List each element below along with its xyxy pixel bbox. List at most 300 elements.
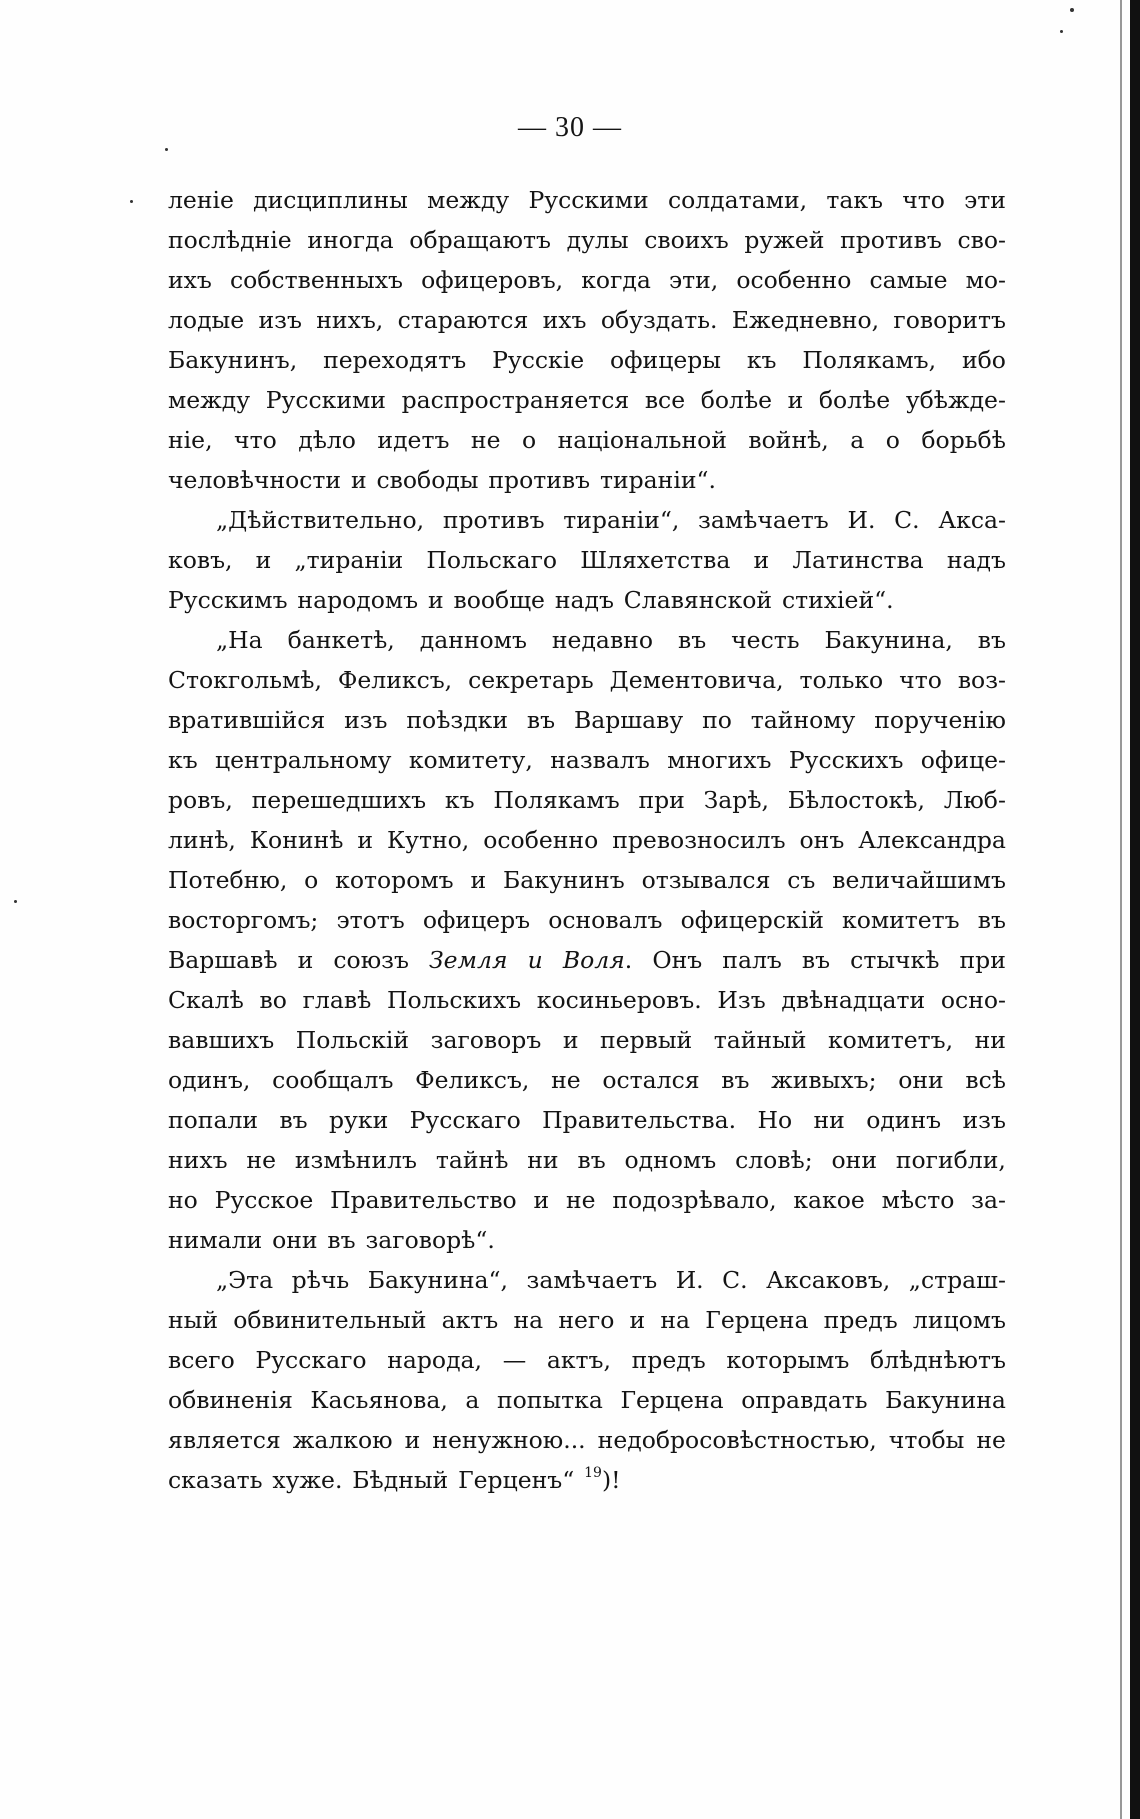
word: Русскіе: [492, 346, 585, 374]
word: И.: [675, 1266, 704, 1294]
word: офицеровъ,: [421, 266, 564, 294]
word: Русскихъ: [788, 746, 904, 774]
word: руки: [329, 1106, 389, 1134]
text-line: [168, 660, 1006, 700]
word: косиньеровъ.: [536, 986, 702, 1014]
text-line: [168, 1100, 1006, 1140]
word: ружей: [744, 226, 825, 254]
word: офицеръ: [422, 906, 531, 934]
word: изъ: [258, 306, 302, 334]
word: заговорѣ“.: [365, 1226, 495, 1254]
word: комитетъ: [842, 906, 960, 934]
word: онъ: [799, 826, 845, 854]
word: которымъ: [726, 1346, 850, 1374]
word: они: [831, 1146, 877, 1174]
word: Правительства.: [542, 1106, 737, 1134]
word: и: [562, 1026, 579, 1054]
word: народомъ: [297, 586, 419, 614]
word: и: [787, 386, 804, 414]
page-edge-shadow: [1120, 0, 1122, 1819]
text-line: [168, 700, 1006, 740]
word: свободы: [376, 466, 479, 494]
word: лицомъ: [912, 1306, 1006, 1334]
text-line: [168, 540, 1006, 580]
body-text: [168, 180, 1006, 1500]
word: въ: [801, 946, 831, 974]
word: и: [350, 466, 367, 494]
word: между: [427, 186, 510, 214]
word: Люб-: [943, 786, 1006, 814]
text-line: [168, 380, 1006, 420]
word: чтобы: [888, 1426, 965, 1454]
word: Конинѣ: [249, 826, 344, 854]
word: послѣдніе: [168, 226, 292, 254]
word: стараются: [397, 306, 529, 334]
word: Бѣдный: [352, 1466, 449, 1494]
word: не: [246, 1146, 276, 1174]
word: болѣе: [818, 386, 891, 414]
word: Польскихъ: [386, 986, 522, 1014]
word: нимали: [168, 1226, 263, 1254]
text-line: [168, 1060, 1006, 1100]
word: Онъ: [652, 946, 703, 974]
word: офицерскій: [680, 906, 824, 934]
word: Полякамъ,: [802, 346, 937, 374]
word: ный: [168, 1306, 219, 1334]
word: является: [168, 1426, 281, 1454]
word: дисциплины: [253, 186, 408, 214]
word: при: [638, 786, 685, 814]
word: Бѣлостокѣ,: [787, 786, 925, 814]
word: противъ: [840, 226, 942, 254]
word: Шляхетства: [580, 546, 731, 574]
word: Латинства: [792, 546, 924, 574]
word: измѣнилъ: [294, 1146, 417, 1174]
word: Ежедневно,: [731, 306, 880, 334]
word: превозносилъ: [612, 826, 786, 854]
word: предъ: [631, 1346, 706, 1374]
word: нихъ,: [316, 306, 384, 334]
text-line: [168, 780, 1006, 820]
word: И.: [847, 506, 876, 534]
word: перешедшихъ: [251, 786, 427, 814]
word: —: [502, 1346, 527, 1374]
word: и: [357, 826, 374, 854]
word: одномъ: [624, 1146, 717, 1174]
word: него: [558, 1306, 615, 1334]
word: на: [513, 1306, 544, 1334]
word: Феликсъ,: [337, 666, 453, 694]
word: офицеры: [610, 346, 721, 374]
word: войнѣ,: [748, 426, 829, 454]
word: подозрѣвало,: [612, 1186, 777, 1214]
word: Бакунинъ,: [168, 346, 298, 374]
word: мѣсто: [881, 1186, 955, 1214]
word: ни: [527, 1146, 559, 1174]
word: „На: [216, 626, 263, 654]
word: не: [565, 1186, 596, 1214]
word: противъ: [488, 466, 591, 494]
text-line: [168, 900, 1006, 940]
word: основалъ: [548, 906, 663, 934]
text-line: [168, 180, 1006, 220]
word: величайшимъ: [832, 866, 1006, 894]
word: что: [899, 666, 942, 694]
word: погибли,: [895, 1146, 1006, 1174]
text-line: [168, 980, 1006, 1020]
word: воз-: [957, 666, 1006, 694]
word: по: [702, 706, 732, 734]
word: восторгомъ;: [168, 906, 319, 934]
word: за-: [971, 1186, 1006, 1214]
text-line: [168, 300, 1006, 340]
word: самые: [869, 266, 948, 294]
word: своихъ: [644, 226, 729, 254]
word: Герценъ“: [458, 1466, 575, 1494]
word: „тираніи: [294, 546, 404, 574]
word: обвиненія: [168, 1386, 293, 1414]
word: собственныхъ: [229, 266, 403, 294]
word: попали: [168, 1106, 259, 1134]
word: въ: [577, 1146, 606, 1174]
word: одинъ,: [168, 1066, 251, 1094]
word: Русскаго: [255, 1346, 367, 1374]
word: палъ: [722, 946, 782, 974]
word: ровъ,: [168, 786, 233, 814]
word: борьбѣ: [921, 426, 1006, 454]
word: попытка: [496, 1386, 603, 1414]
word: къ: [746, 346, 777, 374]
word: и: [297, 946, 314, 974]
word: и: [404, 1426, 421, 1454]
word: вратившійся: [168, 706, 326, 734]
word: не: [551, 1066, 581, 1094]
word: въ: [977, 626, 1006, 654]
scan-speck: [1070, 8, 1074, 12]
word: въ: [677, 626, 707, 654]
text-line: [168, 1380, 1006, 1420]
word: сво-: [957, 226, 1006, 254]
word: порученію: [874, 706, 1006, 734]
word: надъ: [554, 586, 614, 614]
word: Феликсъ,: [415, 1066, 530, 1094]
word: Правительство: [330, 1186, 517, 1214]
word: данномъ: [419, 626, 527, 654]
word: все: [644, 386, 686, 414]
page-number: — 30 —: [518, 112, 622, 143]
word: Варшаву: [573, 706, 684, 734]
word: тайному: [750, 706, 856, 734]
word: дѣло: [298, 426, 356, 454]
word: отзывался: [641, 866, 771, 894]
word: которомъ: [335, 866, 454, 894]
text-line: [168, 1340, 1006, 1380]
word: ковъ,: [168, 546, 233, 574]
text-line: [168, 740, 1006, 780]
word: въ: [526, 706, 556, 734]
word: актъ: [441, 1306, 499, 1334]
page-edge: [1130, 0, 1140, 1819]
text-line: [168, 220, 1006, 260]
word: вавшихъ: [168, 1026, 275, 1054]
word: сообщалъ: [272, 1066, 394, 1094]
word: секретарь: [468, 666, 594, 694]
word: на: [660, 1306, 691, 1334]
word: а: [465, 1386, 480, 1414]
word: эти,: [668, 266, 719, 294]
word: назвалъ: [550, 746, 650, 774]
word: Герцена: [620, 1386, 724, 1414]
word: Но: [757, 1106, 793, 1134]
word: эти: [964, 186, 1006, 214]
word: Польскаго: [426, 546, 558, 574]
word: тираніи“,: [563, 506, 680, 534]
word: Русскими: [528, 186, 649, 214]
word: они: [898, 1066, 944, 1094]
word: они: [272, 1226, 318, 1254]
word: такъ: [826, 186, 883, 214]
word: въ: [721, 1066, 750, 1094]
word: Земля: [429, 946, 508, 974]
word: идетъ: [377, 426, 450, 454]
word: дулы: [566, 226, 629, 254]
word: словѣ;: [735, 1146, 813, 1174]
word: не: [470, 426, 501, 454]
word: Русскаго: [409, 1106, 521, 1134]
word: банкетѣ,: [287, 626, 395, 654]
word: Русскимъ: [168, 586, 288, 614]
word: недавно: [551, 626, 653, 654]
word: всѣ: [965, 1066, 1006, 1094]
word: сказать: [168, 1466, 263, 1494]
word: Бакунина: [885, 1386, 1006, 1414]
word: обуздать.: [600, 306, 718, 334]
word: двѣнадцати: [781, 986, 926, 1014]
word: оправдать: [741, 1386, 868, 1414]
word: противъ: [442, 506, 545, 534]
word: о: [521, 426, 537, 454]
word: что: [234, 426, 277, 454]
word: убѣжде-: [905, 386, 1006, 414]
word: между: [168, 386, 251, 414]
word: комитету,: [408, 746, 533, 774]
word: въ: [977, 906, 1006, 934]
word: при: [959, 946, 1006, 974]
word: „Дѣйствительно,: [216, 506, 425, 534]
word: живыхъ;: [771, 1066, 877, 1094]
word: національной: [557, 426, 727, 454]
word: „страш-: [908, 1266, 1006, 1294]
word: тайный: [713, 1026, 807, 1054]
text-line: [168, 500, 1006, 540]
word: Изъ: [717, 986, 766, 1014]
word: и: [753, 546, 770, 574]
word: жалкою: [292, 1426, 393, 1454]
word: о: [304, 866, 319, 894]
word: болѣе: [700, 386, 773, 414]
word: всего: [168, 1346, 235, 1374]
text-line: [168, 460, 1006, 500]
text-line: [168, 1460, 1006, 1500]
word: съ: [787, 866, 816, 894]
word: о: [885, 426, 900, 454]
word: Варшавѣ: [168, 946, 278, 974]
text-line: [168, 620, 1006, 660]
word: обращаютъ: [409, 226, 551, 254]
word: ни: [813, 1106, 845, 1134]
word: Аксаковъ,: [766, 1266, 891, 1294]
word: линѣ,: [168, 826, 236, 854]
word: Бакунина,: [824, 626, 953, 654]
word: солдатами,: [667, 186, 808, 214]
word: актъ,: [546, 1346, 611, 1374]
text-line: [168, 1300, 1006, 1340]
word: что: [902, 186, 945, 214]
word: главѣ: [302, 986, 372, 1014]
word: недобросовѣстностью,: [597, 1426, 877, 1454]
word: и: [629, 1306, 646, 1334]
word: какое: [793, 1186, 865, 1214]
text-line: [168, 860, 1006, 900]
word: переходятъ: [323, 346, 467, 374]
word: и: [533, 1186, 550, 1214]
scan-speck: [1060, 30, 1063, 33]
word: „Эта: [216, 1266, 274, 1294]
text-line: [168, 820, 1006, 860]
word: честь: [731, 626, 800, 654]
word: предъ: [823, 1306, 898, 1334]
word: къ: [444, 786, 475, 814]
word: этотъ: [336, 906, 405, 934]
word: Акса-: [938, 506, 1006, 534]
word: Русское: [214, 1186, 314, 1214]
word: Полякамъ: [493, 786, 620, 814]
word: многихъ: [667, 746, 772, 774]
word: блѣднѣютъ: [869, 1346, 1006, 1374]
word: иногда: [307, 226, 394, 254]
word: Потебню,: [168, 866, 288, 894]
word: изъ: [962, 1106, 1006, 1134]
word: Польскій: [295, 1026, 410, 1054]
word: вообще: [453, 586, 545, 614]
word: къ: [168, 746, 198, 774]
text-line: [168, 1020, 1006, 1060]
scan-speck: [14, 900, 17, 903]
word: во: [259, 986, 287, 1014]
word: ибо: [961, 346, 1006, 374]
word: только: [799, 666, 884, 694]
word: народа,: [387, 1346, 483, 1374]
scan-speck: [165, 148, 168, 151]
word: осно-: [940, 986, 1006, 1014]
word: въ: [327, 1226, 356, 1254]
word: рѣчь: [291, 1266, 350, 1294]
word: Александра: [858, 826, 1006, 854]
word: и: [255, 546, 272, 574]
word: одинъ: [866, 1106, 942, 1134]
word: центральному: [215, 746, 392, 774]
word: леніе: [168, 186, 234, 214]
word: остался: [602, 1066, 700, 1094]
word: распространяется: [401, 386, 630, 414]
word: не: [976, 1426, 1006, 1454]
word: и: [427, 586, 444, 614]
word: лодые: [168, 306, 245, 334]
word: ихъ: [542, 306, 587, 334]
text-line: [168, 1180, 1006, 1220]
word: ненужною...: [432, 1426, 586, 1454]
word: Герцена: [705, 1306, 809, 1334]
word: ніе,: [168, 426, 213, 454]
text-line: [168, 1420, 1006, 1460]
scan-speck: [130, 200, 133, 203]
word: Бакунина“,: [367, 1266, 508, 1294]
word: Кутно,: [386, 826, 470, 854]
word: замѣчаетъ: [698, 506, 829, 534]
text-line: [168, 1220, 1006, 1260]
word: С.: [894, 506, 920, 534]
word: офице-: [920, 746, 1006, 774]
text-line: [168, 1260, 1006, 1300]
word: но: [168, 1186, 198, 1214]
word: Стокгольмѣ,: [168, 666, 322, 694]
word: а: [850, 426, 865, 454]
word: ихъ: [168, 266, 212, 294]
text-line: [168, 940, 1006, 980]
word: и: [527, 946, 543, 974]
word: поѣздки: [406, 706, 509, 734]
word: $^{19}$)!: [584, 1465, 621, 1494]
word: хуже.: [272, 1466, 343, 1494]
word: стихіей“.: [781, 586, 894, 614]
text-line: [168, 260, 1006, 300]
word: С.: [722, 1266, 748, 1294]
text-line: [168, 420, 1006, 460]
word: надъ: [946, 546, 1006, 574]
word: человѣчности: [168, 466, 342, 494]
word: стычкѣ: [850, 946, 940, 974]
text-line: [168, 1140, 1006, 1180]
word: говоритъ: [893, 306, 1006, 334]
word: обвинительный: [233, 1306, 427, 1334]
word: замѣчаетъ: [526, 1266, 658, 1294]
text-line: [168, 340, 1006, 380]
word: особенно: [736, 266, 852, 294]
word: изъ: [344, 706, 388, 734]
word: комитетъ,: [827, 1026, 954, 1054]
word: заговоръ: [430, 1026, 542, 1054]
word: когда: [581, 266, 651, 294]
word: союзъ: [333, 946, 409, 974]
text-line: [168, 580, 1006, 620]
word: нихъ: [168, 1146, 228, 1174]
word: Русскими: [265, 386, 386, 414]
word: Дементовича,: [609, 666, 784, 694]
word: тайнѣ: [435, 1146, 509, 1174]
word: ни: [974, 1026, 1006, 1054]
word: Воля.: [562, 946, 633, 974]
word: Касьянова,: [310, 1386, 448, 1414]
word: и: [470, 866, 487, 894]
word: тираніи“.: [599, 466, 716, 494]
word: первый: [600, 1026, 693, 1054]
word: Славянской: [623, 586, 773, 614]
word: Бакунинъ: [502, 866, 625, 894]
word: въ: [279, 1106, 308, 1134]
word: особенно: [483, 826, 599, 854]
word: Зарѣ,: [703, 786, 769, 814]
word: Скалѣ: [168, 986, 244, 1014]
